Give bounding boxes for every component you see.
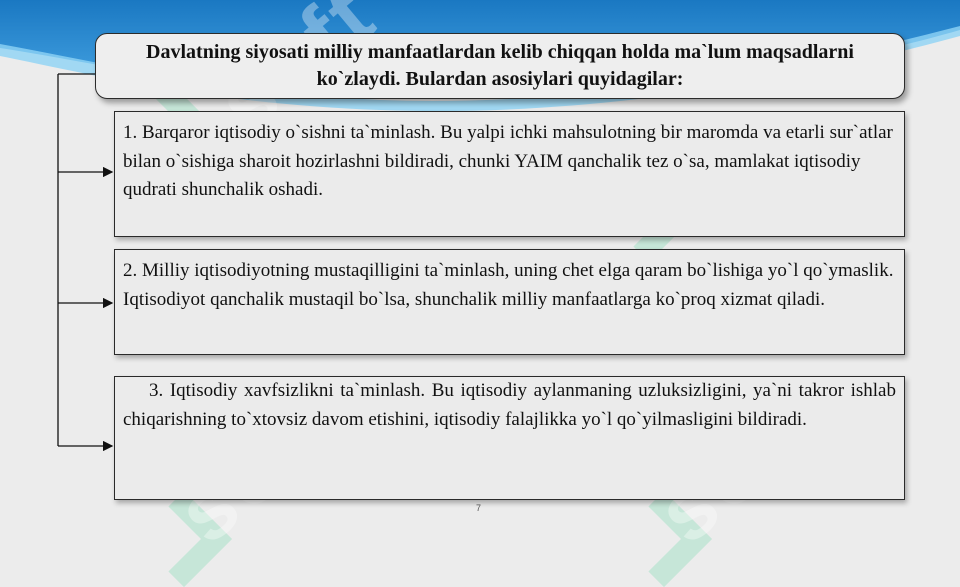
item-text-1: 1. Barqaror iqtisodiy o`sishni ta`minlash. Bu yalpi ichki mahsulotning bir maromda va etarli sur`atlar bilan o`sishiga sharoit hozirlashni bildiradi, chunki YAIM qanchalik tez o`sa, mamlakat iqtisodiy qudrati shunchalik oshadi.	[123, 122, 893, 200]
item-box-1	[114, 111, 905, 237]
slide-title: Davlatning siyosati milliy manfaatlardan kelib chiqqan holda ma`lum maqsadlarni ko`zlaydi. Bulardan asosiylari quyidagilar:	[146, 41, 854, 90]
decorative-chevron	[136, 491, 232, 587]
item-text-3: 3. Iqtisodiy xavfsizlikni ta`minlash. Bu iqtisodiy aylanmaning uzluksizligini, ya`ni takror ishlab chiqarishning to`xtovsiz davom etishini, iqtisodiy falajlikka yo`l qo`yilmasligini bildiradi.	[123, 380, 896, 430]
item-text-2: 2. Milliy iqtisodiyotning mustaqilligini ta`minlash, uning chet elga qaram bo`lishiga yo`l qo`ymaslik. Iqtisodiyot qanchalik mustaqil bo`lsa, shunchalik milliy manfaatlarga ko`proq xizmat qiladi.	[123, 260, 894, 310]
title-box	[95, 33, 905, 99]
decorative-chevron	[616, 491, 712, 587]
page-number: 7	[476, 503, 482, 513]
item-box-2	[114, 249, 905, 355]
item-box-3	[114, 376, 905, 500]
